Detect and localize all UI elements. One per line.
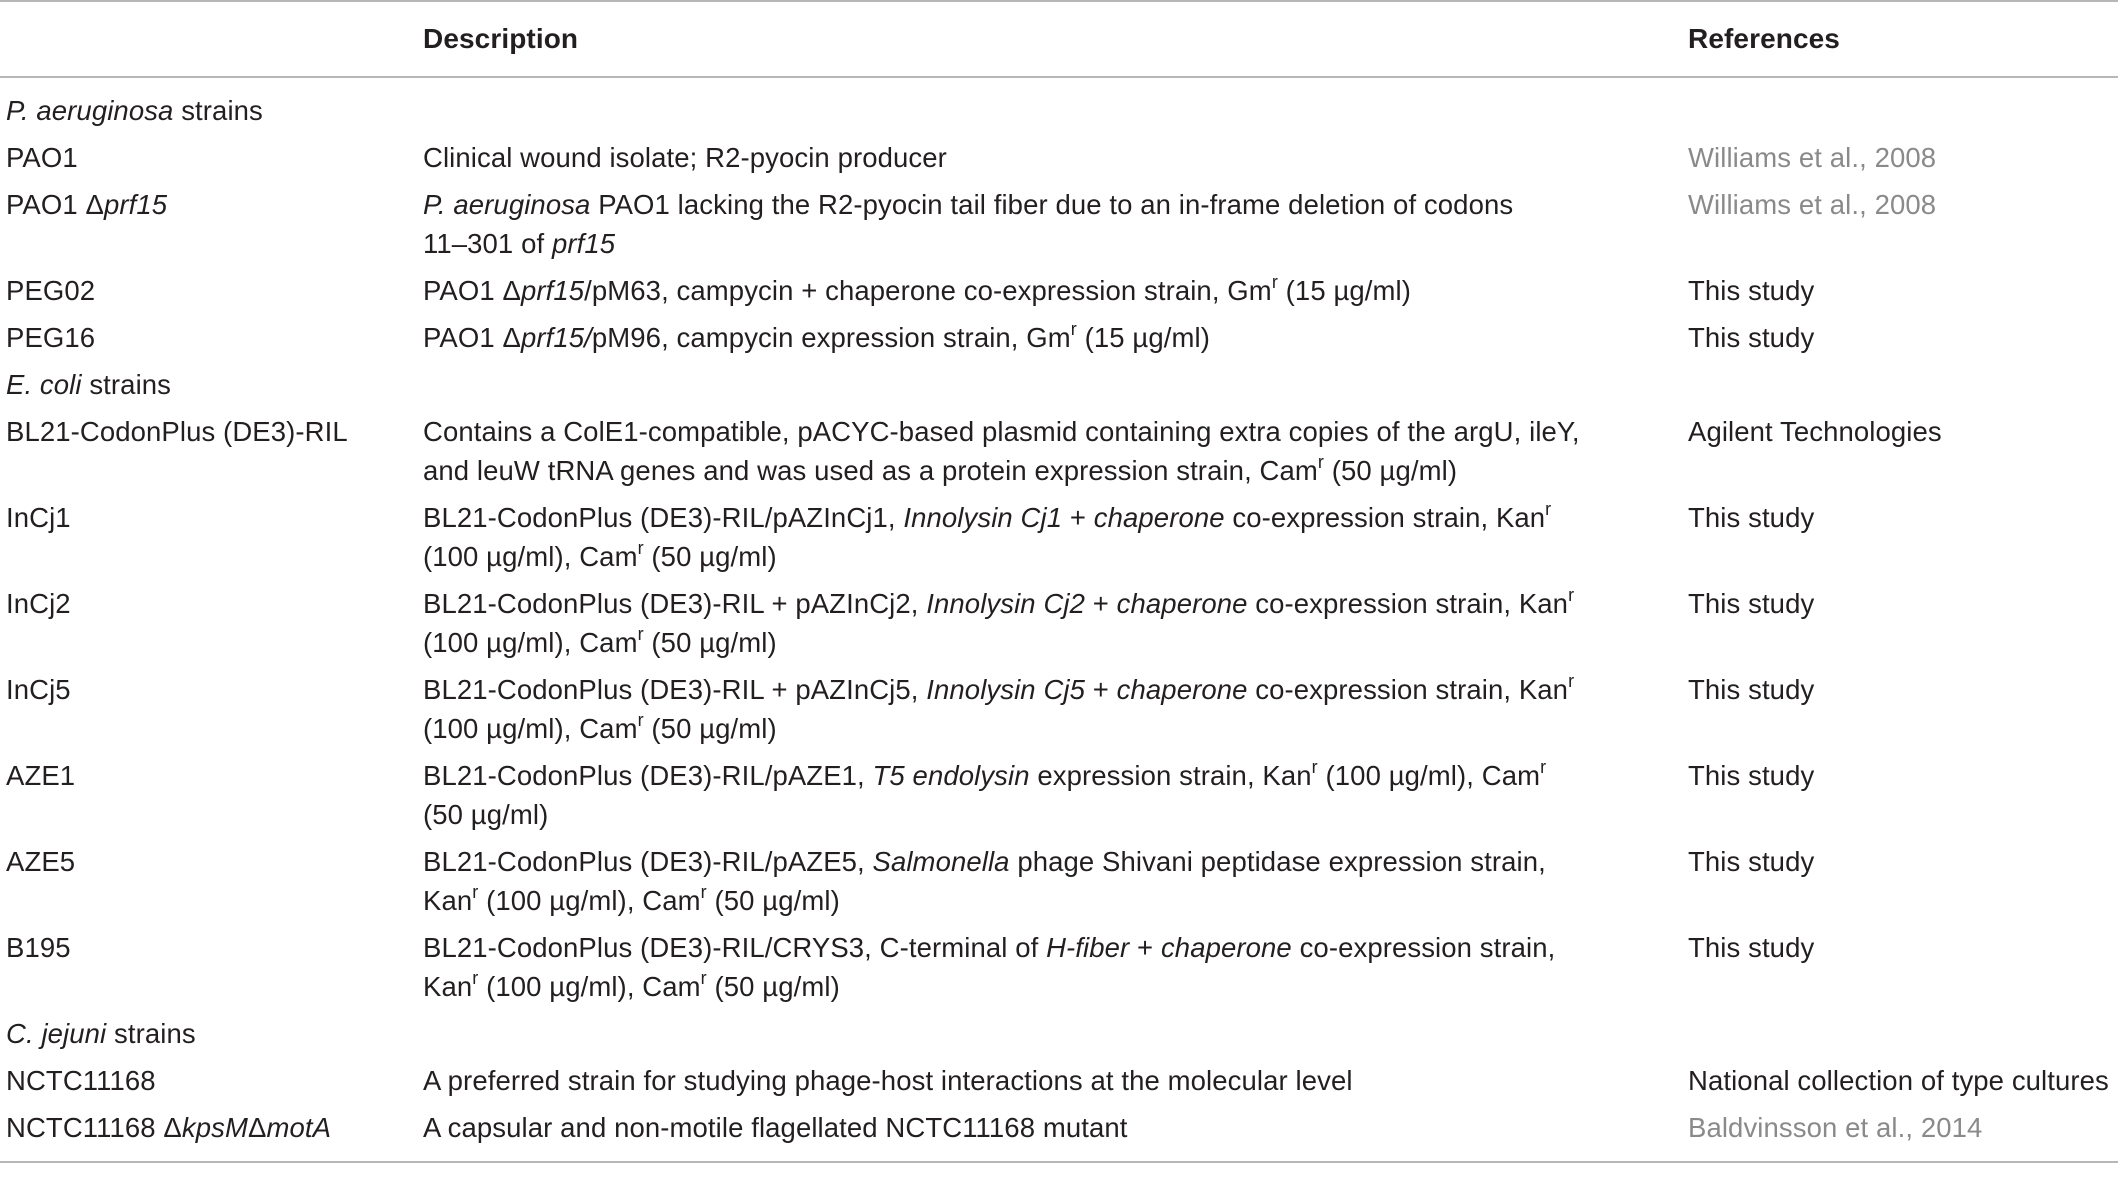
text-run: expression strain, Kan xyxy=(1029,760,1312,791)
text-run: co-expression strain, Kan xyxy=(1247,588,1569,619)
description-cell xyxy=(423,314,1688,361)
strain-cell xyxy=(0,267,423,314)
superscript-text: r xyxy=(1568,671,1575,691)
description-cell xyxy=(423,924,1688,1010)
reference-cell: Agilent Technologies xyxy=(1688,416,1942,447)
header-strain xyxy=(0,1,423,77)
text-run: co-expression strain, Kan xyxy=(1224,502,1546,533)
text-run: (15 µg/ml) xyxy=(1277,275,1412,306)
reference-cell: This study xyxy=(1688,275,1815,306)
text-run: A capsular and non-motile flagellated NCTC11168 mutant xyxy=(423,1112,1128,1143)
text-run: PEG16 xyxy=(6,322,96,353)
text-run: BL21-CodonPlus (DE3)-RIL/CRYS3, C-terminal of xyxy=(423,932,1047,963)
text-run: BL21-CodonPlus (DE3)-RIL/pAZInCj1, xyxy=(423,502,904,533)
description-cell xyxy=(423,580,1688,666)
description-cell xyxy=(423,666,1688,752)
text-run: Δ xyxy=(248,1112,267,1143)
text-run: PAO1 Δ xyxy=(423,322,521,353)
italic-text: Salmonella xyxy=(872,846,1010,877)
text-run: (100 µg/ml), Cam xyxy=(423,713,638,744)
text-run: BL21-CodonPlus (DE3)-RIL/pAZE1, xyxy=(423,760,873,791)
text-run: (50 µg/ml) xyxy=(643,627,777,658)
text-run: PAO1 lacking the R2-pyocin tail fiber due to an in-frame deletion of codons xyxy=(590,189,1514,220)
italic-text: chaperone xyxy=(1160,932,1292,963)
italic-text: motA xyxy=(266,1112,332,1143)
text-run: PAO1 Δ xyxy=(423,275,521,306)
italic-text: Innolysin Cj1 xyxy=(903,502,1063,533)
text-run: BL21-CodonPlus (DE3)-RIL/pAZE5, xyxy=(423,846,873,877)
table-row xyxy=(0,838,2118,924)
text-run: + xyxy=(1085,588,1117,619)
text-run: (50 µg/ml) xyxy=(1324,455,1458,486)
section-row xyxy=(0,361,2118,408)
table-row xyxy=(0,580,2118,666)
superscript-text: r xyxy=(637,538,644,558)
reference-cell: This study xyxy=(1688,588,1815,619)
section-suffix: strains xyxy=(81,369,172,400)
strain-cell xyxy=(0,181,423,267)
section-row xyxy=(0,1010,2118,1057)
reference-link[interactable]: Williams et al., 2008 xyxy=(1688,142,1937,173)
reference-cell: This study xyxy=(1688,674,1815,705)
text-run: BL21-CodonPlus (DE3)-RIL + pAZInCj2, xyxy=(423,588,927,619)
text-run: + xyxy=(1129,932,1161,963)
italic-text: prf15 xyxy=(551,228,616,259)
strain-cell xyxy=(0,408,423,494)
header-references: References xyxy=(1688,1,2118,77)
text-run: (50 µg/ml) xyxy=(643,541,777,572)
superscript-text: r xyxy=(1070,319,1077,339)
text-run: 11–301 of xyxy=(423,228,552,259)
italic-text: prf15/ xyxy=(520,322,592,353)
table-row xyxy=(0,1104,2118,1162)
text-run: (50 µg/ml) xyxy=(706,885,840,916)
text-run: /pM63, campycin + chaperone co-expression strain, Gm xyxy=(584,275,1272,306)
italic-text: chaperone xyxy=(1116,588,1248,619)
reference-link[interactable]: Williams et al., 2008 xyxy=(1688,189,1937,220)
text-run: (50 µg/ml) xyxy=(423,799,549,830)
italic-text: prf15 xyxy=(520,275,585,306)
section-suffix: strains xyxy=(106,1018,196,1049)
superscript-text: r xyxy=(700,882,707,902)
superscript-text: r xyxy=(637,624,644,644)
superscript-text: r xyxy=(637,710,644,730)
text-run: Kan xyxy=(423,971,473,1002)
table-row xyxy=(0,267,2118,314)
superscript-text: r xyxy=(472,968,479,988)
table-row xyxy=(0,181,2118,267)
section-organism: P. aeruginosa xyxy=(6,95,174,126)
section-label xyxy=(0,1010,2118,1057)
reference-cell: This study xyxy=(1688,760,1815,791)
superscript-text: r xyxy=(1545,499,1552,519)
text-run: co-expression strain, Kan xyxy=(1247,674,1569,705)
text-run: InCj5 xyxy=(6,674,71,705)
text-run: PEG02 xyxy=(6,275,96,306)
superscript-text: r xyxy=(1568,585,1575,605)
superscript-text: r xyxy=(1271,272,1278,292)
strain-cell xyxy=(0,838,423,924)
table-body xyxy=(0,77,2118,1162)
section-row xyxy=(0,77,2118,134)
table-header xyxy=(0,1,2118,77)
text-run: (100 µg/ml), Cam xyxy=(478,885,701,916)
text-run: AZE1 xyxy=(6,760,76,791)
reference-cell: National collection of type cultures xyxy=(1688,1065,2109,1096)
strain-cell xyxy=(0,1104,423,1162)
text-run: BL21-CodonPlus (DE3)-RIL + pAZInCj5, xyxy=(423,674,927,705)
text-run: A preferred strain for studying phage-host interactions at the molecular level xyxy=(423,1065,1353,1096)
description-cell xyxy=(423,494,1688,580)
italic-text: chaperone xyxy=(1093,502,1225,533)
text-run: PAO1 Δ xyxy=(6,189,104,220)
table-row xyxy=(0,134,2118,181)
section-label xyxy=(0,77,2118,134)
text-run: Clinical wound isolate; R2-pyocin producer xyxy=(423,142,947,173)
italic-text: prf15 xyxy=(103,189,168,220)
text-run: B195 xyxy=(6,932,71,963)
text-run: NCTC11168 xyxy=(6,1065,156,1096)
text-run: (100 µg/ml), Cam xyxy=(423,627,638,658)
description-cell xyxy=(423,752,1688,838)
description-cell xyxy=(423,181,1688,267)
table-row xyxy=(0,494,2118,580)
description-cell xyxy=(423,838,1688,924)
italic-text: kpsM xyxy=(181,1112,248,1143)
text-run: (50 µg/ml) xyxy=(643,713,777,744)
section-organism: E. coli xyxy=(6,369,82,400)
description-cell xyxy=(423,1104,1688,1162)
superscript-text: r xyxy=(700,968,707,988)
table-row xyxy=(0,924,2118,1010)
italic-text: T5 endolysin xyxy=(872,760,1030,791)
description-cell xyxy=(423,267,1688,314)
text-run: co-expression strain, xyxy=(1291,932,1556,963)
italic-text: Innolysin Cj5 xyxy=(926,674,1086,705)
section-label xyxy=(0,361,2118,408)
strain-cell xyxy=(0,494,423,580)
section-suffix: strains xyxy=(173,95,263,126)
text-run: (100 µg/ml), Cam xyxy=(423,541,638,572)
text-run: PAO1 xyxy=(6,142,78,173)
strain-cell xyxy=(0,752,423,838)
table-row xyxy=(0,752,2118,838)
strain-cell xyxy=(0,314,423,361)
text-run: pM96, campycin expression strain, Gm xyxy=(591,322,1071,353)
reference-cell: This study xyxy=(1688,932,1815,963)
strain-cell xyxy=(0,924,423,1010)
table-row xyxy=(0,408,2118,494)
strain-cell xyxy=(0,580,423,666)
text-run: phage Shivani peptidase expression strain, xyxy=(1009,846,1546,877)
strain-cell xyxy=(0,666,423,752)
reference-cell: This study xyxy=(1688,502,1815,533)
text-run: Contains a ColE1-compatible, pACYC-based plasmid containing extra copies of the argU, ileY, xyxy=(423,416,1580,447)
table-row xyxy=(0,666,2118,752)
section-organism: C. jejuni xyxy=(6,1018,107,1049)
text-run: InCj2 xyxy=(6,588,71,619)
reference-cell: This study xyxy=(1688,846,1815,877)
text-run: (100 µg/ml), Cam xyxy=(1317,760,1541,791)
text-run: and leuW tRNA genes and was used as a protein expression strain, Cam xyxy=(423,455,1318,486)
header-description: Description xyxy=(423,1,1688,77)
text-run: NCTC11168 Δ xyxy=(6,1112,182,1143)
text-run: + xyxy=(1062,502,1094,533)
strain-cell xyxy=(0,1057,423,1104)
strain-cell xyxy=(0,134,423,181)
italic-text: chaperone xyxy=(1116,674,1248,705)
italic-text: P. aeruginosa xyxy=(423,189,591,220)
description-cell xyxy=(423,408,1688,494)
text-run: (15 µg/ml) xyxy=(1076,322,1210,353)
italic-text: H-fiber xyxy=(1046,932,1130,963)
text-run: InCj1 xyxy=(6,502,71,533)
text-run: (100 µg/ml), Cam xyxy=(478,971,701,1002)
superscript-text: r xyxy=(1317,452,1325,472)
reference-link[interactable]: Baldvinsson et al., 2014 xyxy=(1688,1104,2118,1162)
text-run: Kan xyxy=(423,885,473,916)
superscript-text: r xyxy=(1540,757,1547,777)
text-run: AZE5 xyxy=(6,846,76,877)
description-cell xyxy=(423,134,1688,181)
description-cell xyxy=(423,1057,1688,1104)
superscript-text: r xyxy=(1311,757,1318,777)
superscript-text: r xyxy=(472,882,479,902)
text-run: (50 µg/ml) xyxy=(706,971,840,1002)
table-row xyxy=(0,314,2118,361)
text-run: + xyxy=(1085,674,1117,705)
reference-cell: This study xyxy=(1688,322,1815,353)
table-row xyxy=(0,1057,2118,1104)
text-run: BL21-CodonPlus (DE3)-RIL xyxy=(6,416,348,447)
italic-text: Innolysin Cj2 xyxy=(926,588,1086,619)
header-row xyxy=(0,1,2118,77)
